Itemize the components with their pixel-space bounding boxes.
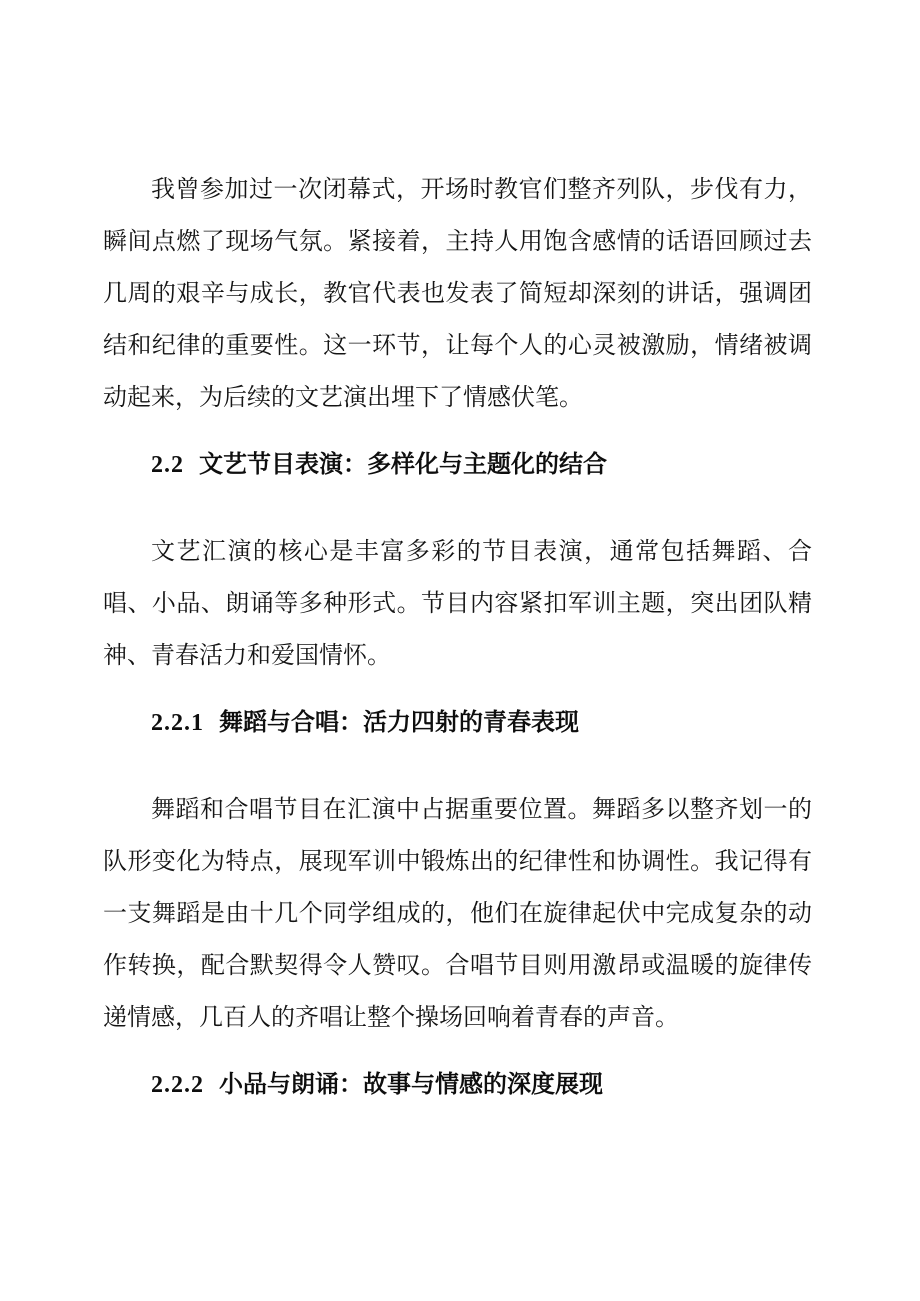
heading-2-2 (103, 445, 812, 485)
heading-number: 2.2.1 (151, 710, 204, 736)
heading-text: 小品与朗诵：故事与情感的深度展现 (219, 1071, 603, 1098)
heading-number: 2.2.2 (151, 1072, 204, 1098)
heading-text: 文艺节目表演：多样化与主题化的结合 (199, 451, 607, 478)
heading-number: 2.2 (151, 452, 184, 478)
paragraph-performance-overview: 文艺汇演的核心是丰富多彩的节目表演，通常包括舞蹈、合唱、小品、朗诵等多种形式。节目内容紧扣军训主题，突出团队精神、青春活力和爱国情怀。 (103, 539, 812, 669)
heading-text: 舞蹈与合唱：活力四射的青春表现 (219, 709, 579, 736)
paragraph-dance-chorus: 舞蹈和合唱节目在汇演中占据重要位置。舞蹈多以整齐划一的队形变化为特点，展现军训中锻炼出的纪律性和协调性。我记得有一支舞蹈是由十几个同学组成的，他们在旋律起伏中完成复杂的动作转换，配合默契得令人赞叹。合唱节目则用激昂或温暖的旋律传递情感，几百人的齐唱让整个操场回响着青春的声音。 (103, 797, 812, 1031)
heading-2-2-2 (103, 1065, 812, 1105)
heading-2-2-1 (103, 703, 812, 743)
paragraph-closing-ceremony: 我曾参加过一次闭幕式，开场时教官们整齐列队，步伐有力，瞬间点燃了现场气氛。紧接着，主持人用饱含感情的话语回顾过去几周的艰辛与成长，教官代表也发表了简短却深刻的讲话，强调团结和纪律的重要性。这一环节，让每个人的心灵被激励，情绪被调动起来，为后续的文艺演出埋下了情感伏笔。 (103, 177, 812, 411)
